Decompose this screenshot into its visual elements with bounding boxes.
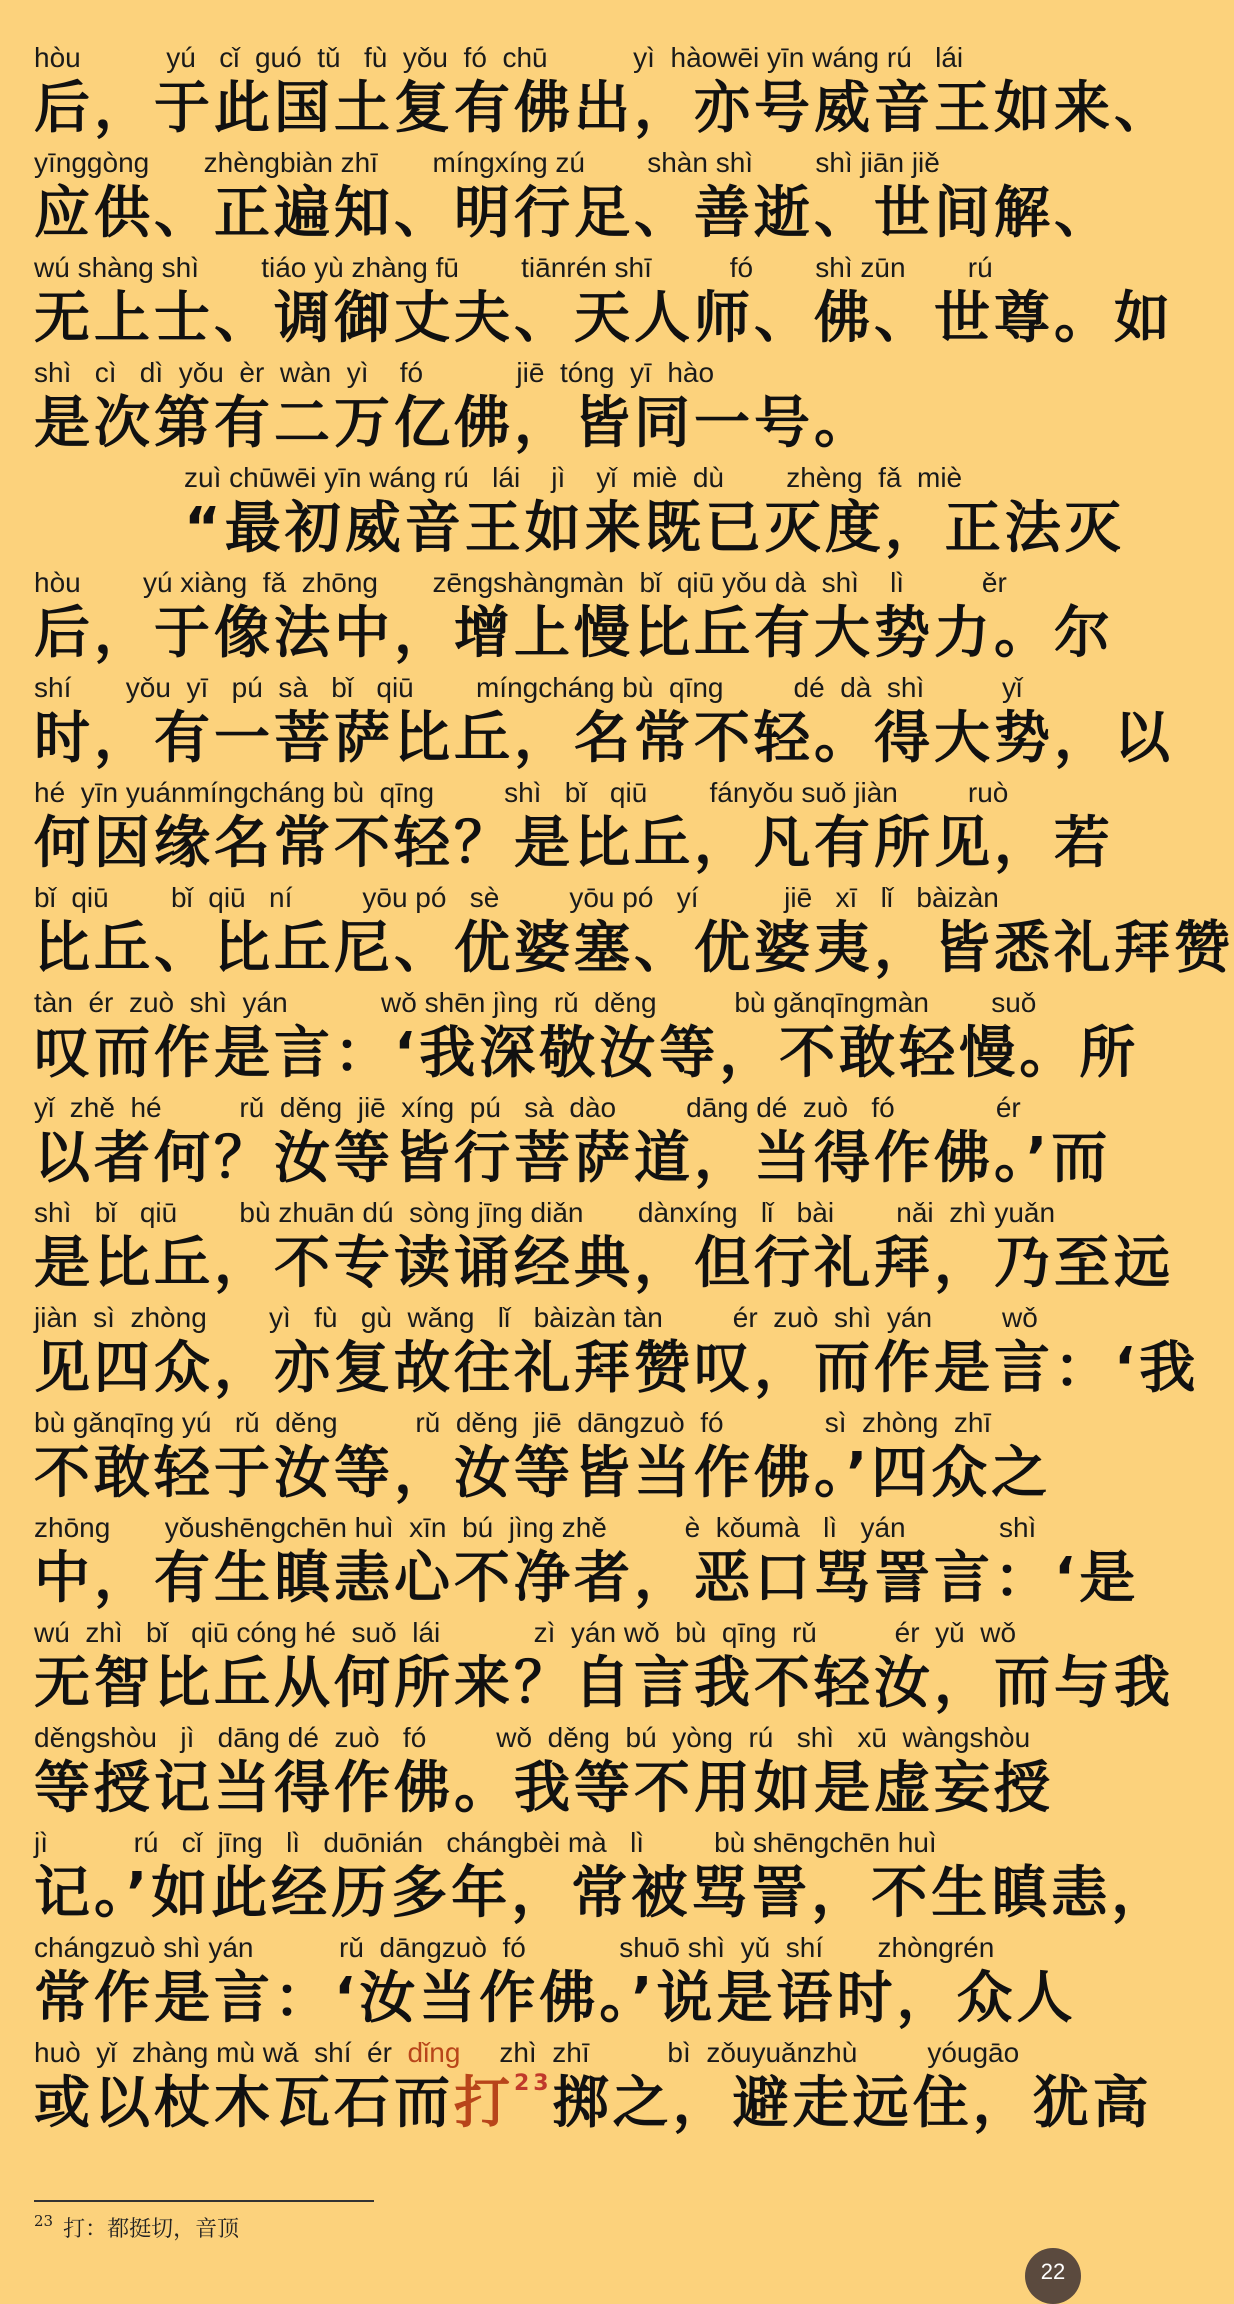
footnote-text: 打：都挺切，音顶	[63, 2217, 240, 2242]
hanzi-line: “最初威音王如来既已灭度，正法灭	[184, 496, 1125, 561]
text-line-7	[34, 668, 1174, 773]
text-line-17	[34, 1718, 1054, 1823]
pinyin-line: shì bǐ qiū bù zhuān dú sòng jīng diǎn dànxíng lǐ bài nǎi zhì yuǎn	[34, 1197, 1056, 1228]
hanzi-line: 何因缘名常不轻？是比丘，凡有所见，若	[34, 811, 1114, 876]
pinyin-line: wú zhì bǐ qiū cóng hé suǒ lái zì yán wǒ bù qīng rǔ ér yǔ wǒ	[34, 1617, 1017, 1648]
text-line-18	[34, 1823, 1172, 1928]
pinyin-line: wú shàng shì tiáo yù zhàng fū tiānrén shī fó shì zūn rú	[34, 252, 993, 283]
hanzi-line: 不敢轻于汝等，汝等皆当作佛。’四众之	[34, 1441, 1052, 1506]
pinyin-line: děngshòu jì dāng dé zuò fó wǒ děng bú yòng rú shì xū wàngshòu	[34, 1722, 1031, 1753]
hanzi-line: 叹而作是言：‘我深敬汝等，不敢轻慢。所	[34, 1021, 1140, 1086]
hanzi-line: 以者何？汝等皆行菩萨道，当得作佛。’而	[34, 1126, 1112, 1191]
hanzi-line: 中，有生瞋恚心不净者，恶口骂詈言：‘是	[34, 1546, 1140, 1611]
hanzi-line: 记。’如此经历多年，常被骂詈，不生瞋恚，	[34, 1861, 1172, 1926]
hanzi-line: 是比丘，不专读诵经典，但行礼拜，乃至远	[34, 1231, 1174, 1296]
pinyin-line: hòu yú xiàng fǎ zhōng zēngshàngmàn bǐ qiū yǒu dà shì lì ěr	[34, 567, 1007, 598]
text-line-2	[34, 143, 1114, 248]
text-line-19	[34, 1928, 1077, 2033]
pinyin-line: bù gǎnqīng yú rǔ děng rǔ děng jiē dāngzuò fó sì zhòng zhī	[34, 1407, 992, 1438]
pinyin-line: jiàn sì zhòng yì fù gù wǎng lǐ bàizàn tàn ér zuò shì yán wǒ	[34, 1302, 1038, 1333]
hanzi-line	[34, 2071, 1153, 2136]
footnote-number: 23	[34, 2212, 54, 2230]
hanzi-line: 无智比丘从何所来？自言我不轻汝，而与我	[34, 1651, 1174, 1716]
text-line-14	[34, 1403, 1050, 1508]
pinyin-line: shì cì dì yǒu èr wàn yì fó jiē tóng yī hào	[34, 357, 715, 388]
text-line-20	[34, 2033, 1153, 2138]
hanzi-segment: 掷之，避走远住，犹高	[552, 2071, 1153, 2136]
text-line-13	[34, 1298, 1200, 1403]
page-number-badge: 22	[1025, 2248, 1081, 2304]
hanzi-line: 无上士、调御丈夫、天人师、佛、世尊。如	[34, 286, 1174, 351]
text-line-11	[34, 1088, 1112, 1193]
text-line-1	[34, 38, 1174, 143]
hanzi-line: 常作是言：‘汝当作佛。’说是语时，众人	[34, 1966, 1077, 2031]
hanzi-line: 是次第有二万亿佛，皆同一号。	[34, 391, 874, 456]
pinyin-line: jì rú cǐ jīng lì duōnián chángbèi mà lì bù shēngchēn huì	[34, 1827, 937, 1858]
hanzi-line: 见四众，亦复故往礼拜赞叹，而作是言：‘我	[34, 1336, 1200, 1401]
hanzi-line: 后，于此国土复有佛出，亦号威音王如来、	[34, 76, 1174, 141]
footnote-divider	[34, 2200, 374, 2202]
hanzi-line: 等授记当得作佛。我等不用如是虚妄授	[34, 1756, 1054, 1821]
text-line-9	[34, 878, 1234, 983]
pinyin-line: hé yīn yuánmíngcháng bù qīng shì bǐ qiū fányǒu suǒ jiàn ruò	[34, 777, 1009, 808]
footnote	[34, 2212, 239, 2243]
pinyin-line: yīnggòng zhèngbiàn zhī míngxíng zú shàn shì shì jiān jiě	[34, 147, 940, 178]
text-line-15	[34, 1508, 1140, 1613]
hanzi-line: 后，于像法中，增上慢比丘有大势力。尔	[34, 601, 1114, 666]
pinyin-line: hòu yú cǐ guó tǔ fù yǒu fó chū yì hàowēi yīn wáng rú lái	[34, 42, 964, 73]
pinyin-highlight: dǐng	[407, 2037, 461, 2068]
hanzi-highlight: 打	[454, 2071, 514, 2136]
pinyin-line: bǐ qiū bǐ qiū ní yōu pó sè yōu pó yí jiē xī lǐ bàizàn	[34, 882, 999, 913]
scripture-text	[34, 38, 1234, 2138]
hanzi-segment: 或以杖木瓦石而	[34, 2071, 454, 2136]
pinyin-line: zhōng yǒushēngchēn huì xīn bú jìng zhě è kǒumà lì yán shì	[34, 1512, 1037, 1543]
text-line-4	[34, 353, 1050, 458]
footnote-ref[interactable]: 23	[514, 2071, 553, 2096]
hanzi-line: 时，有一菩萨比丘，名常不轻。得大势，以	[34, 706, 1174, 771]
pinyin-line: chángzuò shì yán rǔ dāngzuò fó shuō shì yǔ shí zhòngrén	[34, 1932, 995, 1963]
text-line-12	[34, 1193, 1174, 1298]
text-line-16	[34, 1613, 1174, 1718]
pinyin-line: tàn ér zuò shì yán wǒ shēn jìng rǔ děng bù gǎnqīngmàn suǒ	[34, 987, 1037, 1018]
text-line-8	[34, 773, 1114, 878]
text-line-6	[34, 563, 1114, 668]
hanzi-line: 比丘、比丘尼、优婆塞、优婆夷，皆悉礼拜赞	[34, 916, 1234, 981]
pinyin-line: yǐ zhě hé rǔ děng jiē xíng pú sà dào dāng dé zuò fó ér	[34, 1092, 1021, 1123]
hanzi-line: 应供、正遍知、明行足、善逝、世间解、	[34, 181, 1114, 246]
pinyin-segment: huò yǐ zhàng mù wǎ shí ér	[34, 2037, 408, 2068]
text-line-5	[34, 458, 1125, 563]
pinyin-line	[34, 2033, 1050, 2073]
pinyin-line: shí yǒu yī pú sà bǐ qiū míngcháng bù qīng dé dà shì yǐ	[34, 672, 1023, 703]
text-line-10	[34, 983, 1140, 1088]
text-line-3	[34, 248, 1174, 353]
pinyin-segment: zhì zhī bì zǒuyuǎnzhù yóugāo	[460, 2037, 1020, 2068]
pinyin-line: zuì chūwēi yīn wáng rú lái jì yǐ miè dù zhèng fǎ miè	[184, 462, 963, 493]
